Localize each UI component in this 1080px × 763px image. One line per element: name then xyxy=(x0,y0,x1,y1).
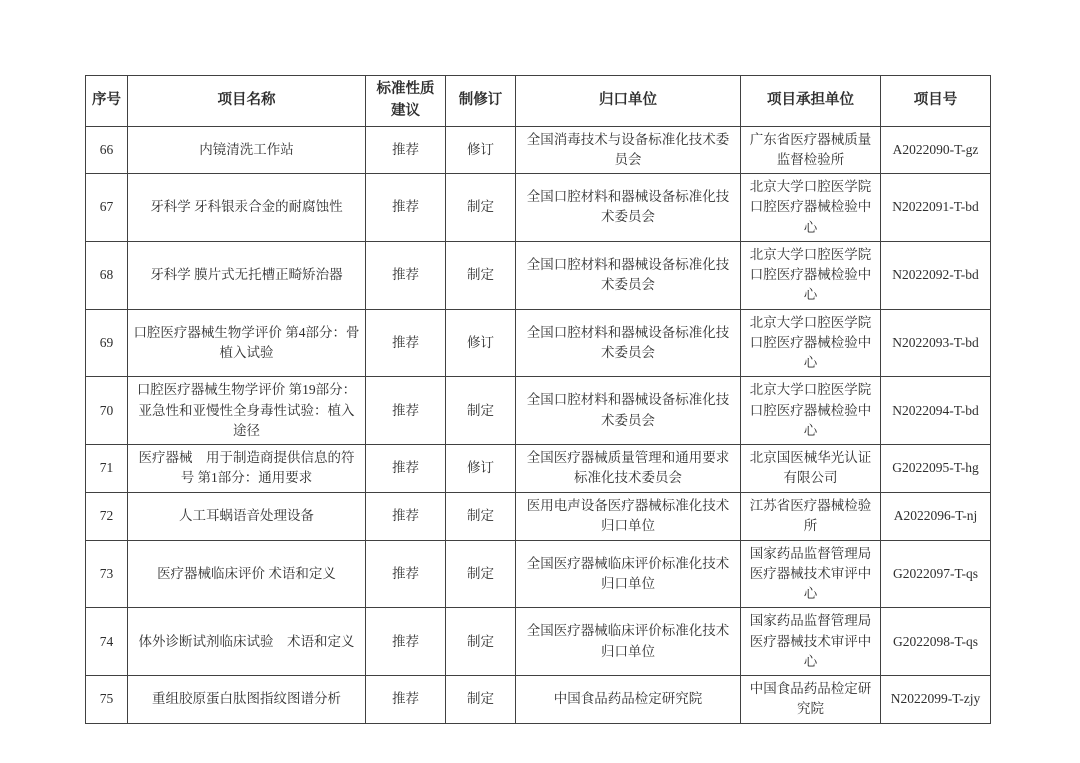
cell-project_no: A2022090-T-gz xyxy=(881,126,991,174)
cell-undertaker: 广东省医疗器械质量监督检验所 xyxy=(741,126,881,174)
cell-index: 66 xyxy=(86,126,128,174)
cell-type: 制定 xyxy=(446,174,516,242)
table-row xyxy=(86,309,991,377)
cell-index: 72 xyxy=(86,492,128,540)
cell-nature: 推荐 xyxy=(366,241,446,309)
cell-project_no: N2022094-T-bd xyxy=(881,377,991,445)
cell-authority: 全国医疗器械临床评价标准化技术归口单位 xyxy=(516,608,741,676)
cell-authority: 医用电声设备医疗器械标准化技术归口单位 xyxy=(516,492,741,540)
header-type: 制修订 xyxy=(446,76,516,127)
cell-authority: 全国口腔材料和器械设备标准化技术委员会 xyxy=(516,174,741,242)
cell-type: 修订 xyxy=(446,309,516,377)
cell-project_no: G2022095-T-hg xyxy=(881,445,991,493)
cell-nature: 推荐 xyxy=(366,492,446,540)
table-body xyxy=(86,126,991,723)
cell-name: 体外诊断试剂临床试验 术语和定义 xyxy=(128,608,366,676)
table-row xyxy=(86,174,991,242)
cell-undertaker: 北京大学口腔医学院口腔医疗器械检验中心 xyxy=(741,309,881,377)
cell-project_no: G2022098-T-qs xyxy=(881,608,991,676)
header-row xyxy=(86,76,991,127)
cell-undertaker: 中国食品药品检定研究院 xyxy=(741,676,881,724)
cell-nature: 推荐 xyxy=(366,445,446,493)
standards-project-table xyxy=(85,75,991,724)
table-row xyxy=(86,492,991,540)
cell-name: 医疗器械 用于制造商提供信息的符号 第1部分：通用要求 xyxy=(128,445,366,493)
header-index: 序号 xyxy=(86,76,128,127)
cell-nature: 推荐 xyxy=(366,540,446,608)
cell-project_no: N2022092-T-bd xyxy=(881,241,991,309)
cell-name: 人工耳蜗语音处理设备 xyxy=(128,492,366,540)
cell-nature: 推荐 xyxy=(366,608,446,676)
table-header xyxy=(86,76,991,127)
cell-nature: 推荐 xyxy=(366,676,446,724)
cell-nature: 推荐 xyxy=(366,126,446,174)
table-row xyxy=(86,126,991,174)
cell-undertaker: 北京大学口腔医学院口腔医疗器械检验中心 xyxy=(741,174,881,242)
cell-authority: 中国食品药品检定研究院 xyxy=(516,676,741,724)
cell-type: 制定 xyxy=(446,241,516,309)
cell-project_no: N2022099-T-zjy xyxy=(881,676,991,724)
cell-index: 71 xyxy=(86,445,128,493)
header-name: 项目名称 xyxy=(128,76,366,127)
cell-name: 重组胶原蛋白肽图指纹图谱分析 xyxy=(128,676,366,724)
cell-type: 制定 xyxy=(446,492,516,540)
cell-authority: 全国医疗器械临床评价标准化技术归口单位 xyxy=(516,540,741,608)
cell-type: 制定 xyxy=(446,377,516,445)
cell-name: 牙科学 膜片式无托槽正畸矫治器 xyxy=(128,241,366,309)
cell-index: 70 xyxy=(86,377,128,445)
header-undertaker: 项目承担单位 xyxy=(741,76,881,127)
table-row xyxy=(86,676,991,724)
table-row xyxy=(86,540,991,608)
header-authority: 归口单位 xyxy=(516,76,741,127)
cell-name: 口腔医疗器械生物学评价 第4部分：骨植入试验 xyxy=(128,309,366,377)
cell-undertaker: 北京大学口腔医学院口腔医疗器械检验中心 xyxy=(741,241,881,309)
cell-project_no: A2022096-T-nj xyxy=(881,492,991,540)
header-nature: 标准性质建议 xyxy=(366,76,446,127)
cell-undertaker: 国家药品监督管理局医疗器械技术审评中心 xyxy=(741,608,881,676)
cell-authority: 全国医疗器械质量管理和通用要求标准化技术委员会 xyxy=(516,445,741,493)
cell-name: 内镜清洗工作站 xyxy=(128,126,366,174)
cell-nature: 推荐 xyxy=(366,377,446,445)
cell-type: 制定 xyxy=(446,540,516,608)
cell-type: 修订 xyxy=(446,126,516,174)
cell-authority: 全国口腔材料和器械设备标准化技术委员会 xyxy=(516,241,741,309)
cell-type: 制定 xyxy=(446,676,516,724)
cell-name: 牙科学 牙科银汞合金的耐腐蚀性 xyxy=(128,174,366,242)
cell-type: 制定 xyxy=(446,608,516,676)
cell-nature: 推荐 xyxy=(366,174,446,242)
cell-project_no: N2022091-T-bd xyxy=(881,174,991,242)
cell-nature: 推荐 xyxy=(366,309,446,377)
cell-authority: 全国消毒技术与设备标准化技术委员会 xyxy=(516,126,741,174)
cell-project_no: G2022097-T-qs xyxy=(881,540,991,608)
cell-index: 67 xyxy=(86,174,128,242)
cell-undertaker: 国家药品监督管理局医疗器械技术审评中心 xyxy=(741,540,881,608)
cell-index: 73 xyxy=(86,540,128,608)
cell-index: 75 xyxy=(86,676,128,724)
table-row xyxy=(86,241,991,309)
cell-undertaker: 江苏省医疗器械检验所 xyxy=(741,492,881,540)
cell-index: 68 xyxy=(86,241,128,309)
table-row xyxy=(86,377,991,445)
cell-undertaker: 北京大学口腔医学院口腔医疗器械检验中心 xyxy=(741,377,881,445)
cell-name: 医疗器械临床评价 术语和定义 xyxy=(128,540,366,608)
table-row xyxy=(86,608,991,676)
cell-name: 口腔医疗器械生物学评价 第19部分：亚急性和亚慢性全身毒性试验：植入途径 xyxy=(128,377,366,445)
cell-type: 修订 xyxy=(446,445,516,493)
cell-undertaker: 北京国医械华光认证有限公司 xyxy=(741,445,881,493)
cell-index: 74 xyxy=(86,608,128,676)
cell-index: 69 xyxy=(86,309,128,377)
table-row xyxy=(86,445,991,493)
cell-authority: 全国口腔材料和器械设备标准化技术委员会 xyxy=(516,377,741,445)
cell-project_no: N2022093-T-bd xyxy=(881,309,991,377)
cell-authority: 全国口腔材料和器械设备标准化技术委员会 xyxy=(516,309,741,377)
header-project-no: 项目号 xyxy=(881,76,991,127)
